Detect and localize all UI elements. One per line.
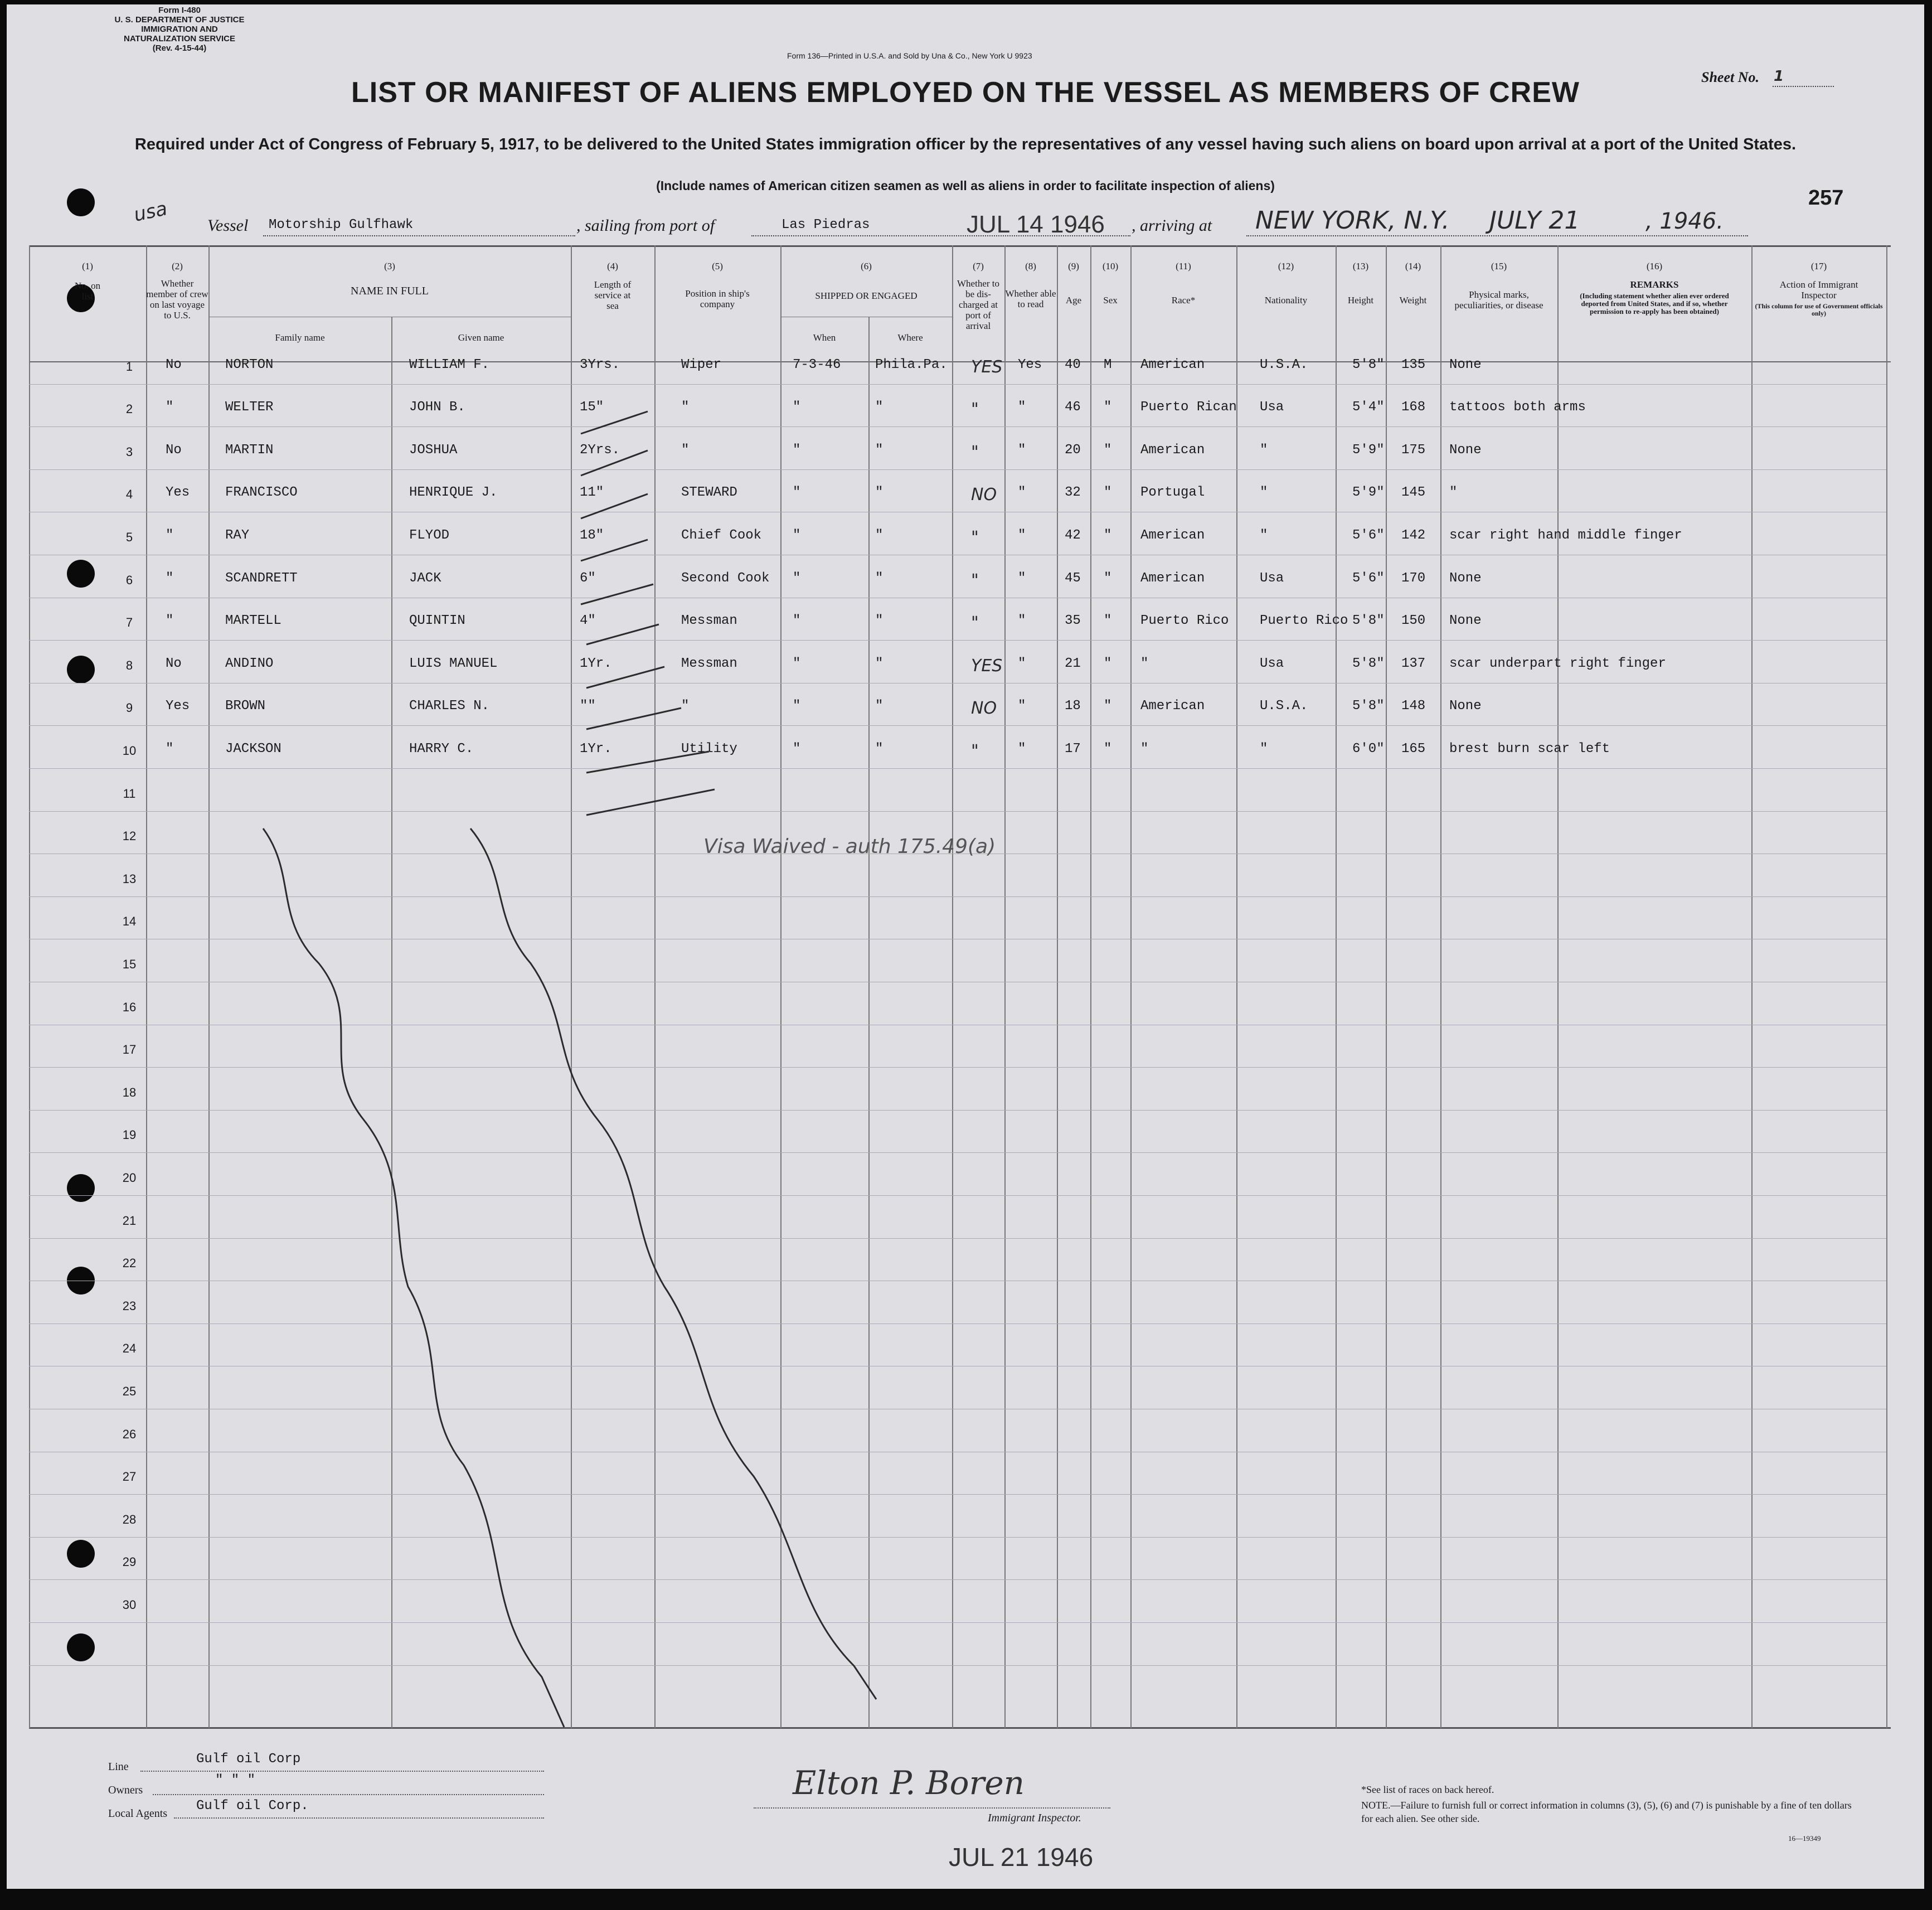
- service-tick: [586, 624, 659, 644]
- cell-given: WILLIAM F.: [409, 357, 490, 372]
- row-number: 25: [122, 1384, 137, 1398]
- cell-nationality: ": [1260, 741, 1268, 757]
- row-number: 5: [125, 530, 133, 544]
- line-label: Line: [108, 1761, 129, 1773]
- cell-age: 20: [1065, 443, 1081, 458]
- row-number: 4: [125, 487, 133, 501]
- col-2-header: (2) Whether member of crew on last voyage to U.S.: [146, 261, 208, 321]
- cell-prev: ": [166, 528, 174, 543]
- cell-age: 40: [1065, 357, 1081, 372]
- cell-discharge: ": [971, 443, 979, 462]
- cell-marks: tattoos both arms: [1449, 400, 1586, 415]
- cell-race: American: [1140, 571, 1205, 586]
- cell-service: 1Yr.: [580, 741, 612, 757]
- cell-nationality: ": [1260, 485, 1268, 500]
- cell-weight: 142: [1401, 528, 1426, 543]
- row-number: 20: [122, 1171, 137, 1185]
- cell-prev: No: [166, 656, 182, 671]
- cell-family: FRANCISCO: [225, 485, 298, 500]
- row-number: 21: [122, 1214, 137, 1228]
- service-tick: [586, 752, 709, 773]
- cell-read: ": [1018, 656, 1026, 671]
- form-code: 16—19349: [1788, 1834, 1821, 1843]
- vessel-label: Vessel: [207, 216, 249, 235]
- cell-family: JACKSON: [225, 741, 281, 757]
- cell-prev: Yes: [166, 485, 190, 500]
- cell-given: JACK: [409, 571, 441, 586]
- row-number: 2: [125, 402, 133, 416]
- sheet-number-label: Sheet No.: [1701, 69, 1759, 85]
- cell-sex: ": [1104, 571, 1112, 586]
- cell-given: JOHN B.: [409, 400, 465, 415]
- col-11-header: (11) Race*: [1171, 261, 1196, 306]
- cell-nationality: Usa: [1260, 656, 1284, 671]
- line-value: Gulf oil Corp: [196, 1752, 301, 1767]
- cell-race: American: [1140, 443, 1205, 458]
- row-number: 16: [122, 1000, 137, 1014]
- cell-age: 35: [1065, 613, 1081, 628]
- cell-sex: ": [1104, 528, 1112, 543]
- cell-when: ": [793, 443, 801, 458]
- col-3-family: Family name: [275, 332, 325, 343]
- cell-weight: 170: [1401, 571, 1426, 586]
- cell-where: ": [875, 741, 884, 757]
- cell-when: ": [793, 400, 801, 415]
- cell-weight: 145: [1401, 485, 1426, 500]
- col-6-when: When: [813, 332, 836, 343]
- cell-height: 5'6": [1352, 528, 1385, 543]
- row-number: 1: [125, 360, 133, 374]
- row-number: 23: [122, 1299, 137, 1313]
- cell-read: ": [1018, 528, 1026, 543]
- col-1-header: (1) No. on list: [74, 261, 101, 302]
- cell-prev: ": [166, 613, 174, 628]
- cell-age: 46: [1065, 400, 1081, 415]
- page-title: LIST OR MANIFEST OF ALIENS EMPLOYED ON THE VESSEL AS MEMBERS OF CREW: [351, 76, 1580, 109]
- cell-where: ": [875, 528, 884, 543]
- usa-annotation: usa: [132, 197, 169, 226]
- visa-waived-note: Visa Waived - auth 175.49(a): [703, 835, 996, 858]
- cell-service: 4": [580, 613, 596, 628]
- cell-weight: 148: [1401, 699, 1426, 714]
- cell-given: QUINTIN: [409, 613, 465, 628]
- cell-family: MARTELL: [225, 613, 281, 628]
- cell-service: 1Yr.: [580, 656, 612, 671]
- cell-service: 3Yrs.: [580, 357, 620, 372]
- row-number: 7: [125, 615, 133, 629]
- cell-service: 11": [580, 485, 604, 500]
- cell-race: Portugal: [1140, 485, 1205, 500]
- cell-height: 5'8": [1352, 613, 1385, 628]
- inspector-label: Immigrant Inspector.: [988, 1812, 1081, 1824]
- cell-when: 7-3-46: [793, 357, 841, 372]
- sailing-label: , sailing from port of: [576, 216, 715, 235]
- cell-weight: 168: [1401, 400, 1426, 415]
- cell-family: MARTIN: [225, 443, 274, 458]
- agents-value: Gulf oil Corp.: [196, 1798, 309, 1814]
- cell-race: ": [1140, 656, 1149, 671]
- cell-discharge: ": [971, 741, 979, 761]
- cell-nationality: U.S.A.: [1260, 357, 1308, 372]
- cell-service: "": [580, 699, 596, 714]
- cell-read: ": [1018, 571, 1026, 586]
- row-number: 30: [122, 1598, 137, 1612]
- row-number: 12: [122, 829, 137, 843]
- cell-nationality: Usa: [1260, 571, 1284, 586]
- cell-weight: 135: [1401, 357, 1426, 372]
- agents-label: Local Agents: [108, 1807, 168, 1820]
- cell-discharge: YES: [971, 656, 1003, 676]
- penalty-note: NOTE.—Failure to furnish full or correct information in columns (3), (5), (6) and (7) is punishable by a fine of ten dollars for each alien. See other side.: [1361, 1800, 1852, 1824]
- cell-when: ": [793, 571, 801, 586]
- row-number: 28: [122, 1513, 137, 1526]
- service-tick: [581, 450, 648, 476]
- cell-race: Puerto Rico: [1140, 613, 1229, 628]
- cell-race: ": [1140, 741, 1149, 757]
- service-tick: [586, 789, 715, 815]
- row-number: 8: [125, 658, 133, 672]
- owners-label: Owners: [108, 1784, 143, 1796]
- cell-family: SCANDRETT: [225, 571, 298, 586]
- cell-read: Yes: [1018, 357, 1042, 372]
- cell-height: 5'4": [1352, 400, 1385, 415]
- cell-sex: M: [1104, 357, 1112, 372]
- revision: (Rev. 4-15-44): [152, 43, 207, 53]
- cell-family: RAY: [225, 528, 250, 543]
- service-tick: [586, 708, 681, 729]
- cell-sex: ": [1104, 485, 1112, 500]
- cell-age: 32: [1065, 485, 1081, 500]
- row-number: 27: [122, 1470, 137, 1484]
- cell-family: WELTER: [225, 400, 274, 415]
- arrival-date: JULY 21: [1489, 206, 1580, 235]
- row-number: 26: [122, 1427, 137, 1441]
- cell-nationality: U.S.A.: [1260, 699, 1308, 714]
- cell-discharge: ": [971, 571, 979, 590]
- act-statement: Required under Act of Congress of February 5, 1917, to be delivered to the United States immigration officer by the representatives of any vessel having such aliens on board upon arrival at a port of the United States.: [134, 135, 1797, 153]
- cell-discharge: NO: [971, 485, 997, 505]
- cell-service: 18": [580, 528, 604, 543]
- row-number: 17: [122, 1043, 137, 1056]
- vessel-name: Motorship Gulfhawk: [269, 217, 414, 232]
- col-4-header: (4) Length of service at sea: [594, 261, 632, 311]
- sheet-number-value: 1: [1774, 68, 1784, 85]
- cell-read: ": [1018, 443, 1026, 458]
- cell-prev: No: [166, 357, 182, 372]
- cell-weight: 165: [1401, 741, 1426, 757]
- cell-nationality: Usa: [1260, 400, 1284, 415]
- cell-position: ": [681, 443, 690, 458]
- cell-height: 6'0": [1352, 741, 1385, 757]
- cell-prev: ": [166, 741, 174, 757]
- cell-sex: ": [1104, 400, 1112, 415]
- row-number: 11: [123, 787, 136, 801]
- cell-marks: brest burn scar left: [1449, 741, 1610, 757]
- cell-marks: scar underpart right finger: [1449, 656, 1666, 671]
- col-7-header: (7) Whether to be dis-charged at port of arrival: [957, 261, 999, 331]
- manifest-sheet: [7, 4, 1924, 1889]
- cell-race: American: [1140, 357, 1205, 372]
- cell-position: Messman: [681, 613, 737, 628]
- col-3-header: (3) NAME IN FULL: [351, 261, 429, 297]
- col-10-header: (10) Sex: [1102, 261, 1119, 306]
- cell-position: Second Cook: [681, 571, 770, 586]
- cell-discharge: ": [971, 613, 979, 633]
- cell-marks: None: [1449, 571, 1482, 586]
- given-strike: [470, 828, 876, 1699]
- cell-position: ": [681, 699, 690, 714]
- cell-height: 5'8": [1352, 656, 1385, 671]
- cell-read: ": [1018, 400, 1026, 415]
- cell-when: ": [793, 485, 801, 500]
- service-tick: [581, 540, 648, 561]
- cell-age: 45: [1065, 571, 1081, 586]
- col-3-given: Given name: [458, 332, 504, 343]
- cell-where: ": [875, 443, 884, 458]
- cell-marks: None: [1449, 443, 1482, 458]
- cell-read: ": [1018, 699, 1026, 714]
- cell-position: Chief Cook: [681, 528, 762, 543]
- col-12-header: (12) Nationality: [1264, 261, 1308, 306]
- cell-age: 42: [1065, 528, 1081, 543]
- cell-discharge: YES: [971, 357, 1003, 377]
- cell-given: LUIS MANUEL: [409, 656, 498, 671]
- service-tick: [586, 667, 664, 688]
- cell-where: ": [875, 571, 884, 586]
- cell-given: JOSHUA: [409, 443, 458, 458]
- cell-marks: ": [1449, 485, 1458, 500]
- page-number: 257: [1808, 186, 1844, 210]
- cell-read: ": [1018, 741, 1026, 757]
- cell-when: ": [793, 741, 801, 757]
- cell-weight: 150: [1401, 613, 1426, 628]
- row-number: 18: [122, 1085, 137, 1099]
- row-number: 19: [122, 1128, 137, 1142]
- printer-line: Form 136—Printed in U.S.A. and Sold by Una & Co., New York U 9923: [787, 51, 1032, 60]
- col-6-where: Where: [897, 332, 923, 343]
- cell-marks: None: [1449, 613, 1482, 628]
- sailing-port: Las Piedras: [781, 217, 870, 232]
- cell-discharge: NO: [971, 699, 997, 718]
- cell-when: ": [793, 656, 801, 671]
- cell-sex: ": [1104, 613, 1112, 628]
- cell-discharge: ": [971, 400, 979, 419]
- cell-prev: ": [166, 571, 174, 586]
- cell-position: ": [681, 400, 690, 415]
- cell-nationality: ": [1260, 528, 1268, 543]
- cell-where: ": [875, 613, 884, 628]
- cell-read: ": [1018, 613, 1026, 628]
- cell-given: CHARLES N.: [409, 699, 490, 714]
- cell-prev: Yes: [166, 699, 190, 714]
- col-13-header: (13) Height: [1347, 261, 1374, 306]
- cell-position: Messman: [681, 656, 737, 671]
- col-9-header: (9) Age: [1065, 261, 1082, 306]
- cell-when: ": [793, 613, 801, 628]
- service-tick: [581, 584, 653, 604]
- service-tick: [581, 494, 648, 518]
- cell-marks: scar right hand middle finger: [1449, 528, 1682, 543]
- cell-nationality: ": [1260, 443, 1268, 458]
- cell-where: ": [875, 656, 884, 671]
- col-14-header: (14) Weight: [1399, 261, 1427, 306]
- arrival-port: NEW YORK, N.Y.: [1255, 206, 1450, 235]
- cell-service: 2Yrs.: [580, 443, 620, 458]
- race-note: *See list of races on back hereof.: [1361, 1784, 1494, 1795]
- row-number: 14: [122, 914, 137, 928]
- cell-given: HENRIQUE J.: [409, 485, 498, 500]
- cell-prev: ": [166, 400, 174, 415]
- cell-height: 5'8": [1352, 357, 1385, 372]
- cell-position: Wiper: [681, 357, 722, 372]
- cell-where: ": [875, 400, 884, 415]
- cell-given: FLYOD: [409, 528, 450, 543]
- row-number: 10: [122, 744, 137, 758]
- cell-weight: 175: [1401, 443, 1426, 458]
- cell-age: 17: [1065, 741, 1081, 757]
- cell-sex: ": [1104, 699, 1112, 714]
- arriving-label: , arriving at: [1132, 216, 1212, 235]
- cell-when: ": [793, 528, 801, 543]
- cell-sex: ": [1104, 656, 1112, 671]
- departure-stamp: JUL 14 1946: [967, 211, 1105, 238]
- cell-given: HARRY C.: [409, 741, 474, 757]
- cell-sex: ": [1104, 741, 1112, 757]
- row-number: 29: [122, 1555, 137, 1569]
- col-16-header: (16) REMARKS (Including statement whether alien ever ordered deported from United States, and if so, whether permission to re-apply has been obtained): [1580, 261, 1729, 316]
- inspector-signature: Elton P. Boren: [793, 1764, 1025, 1802]
- row-number: 9: [125, 701, 133, 715]
- row-number: 13: [122, 872, 137, 886]
- service-tick: [581, 411, 648, 434]
- cell-height: 5'9": [1352, 485, 1385, 500]
- department: U. S. DEPARTMENT OF JUSTICE: [114, 15, 245, 25]
- cell-position: STEWARD: [681, 485, 737, 500]
- service-name: IMMIGRATION AND NATURALIZATION SERVICE: [123, 25, 235, 43]
- cell-where: Phila.Pa.: [875, 357, 948, 372]
- cell-when: ": [793, 699, 801, 714]
- arrival-stamp: JUL 21 1946: [949, 1843, 1094, 1872]
- cell-race: American: [1140, 699, 1205, 714]
- cell-prev: No: [166, 443, 182, 458]
- arrival-year: , 1946.: [1645, 209, 1724, 234]
- form-number: Form I-480: [158, 6, 201, 15]
- cell-race: Puerto Rican: [1140, 400, 1237, 415]
- cell-height: 5'9": [1352, 443, 1385, 458]
- cell-where: ": [875, 485, 884, 500]
- cell-where: ": [875, 699, 884, 714]
- row-number: 3: [125, 445, 133, 459]
- ink-marks: [7, 4, 1924, 1889]
- row-number: 22: [122, 1256, 137, 1270]
- cell-family: BROWN: [225, 699, 266, 714]
- col-8-header: (8) Whether able to read: [1005, 261, 1056, 309]
- cell-family: ANDINO: [225, 656, 274, 671]
- cell-marks: None: [1449, 699, 1482, 714]
- col-5-header: (5) Position in ship's company: [685, 261, 750, 309]
- row-number: 24: [122, 1341, 137, 1355]
- row-number: 15: [122, 957, 137, 971]
- cell-sex: ": [1104, 443, 1112, 458]
- cell-nationality: Puerto Rico: [1260, 613, 1348, 628]
- cell-family: NORTON: [225, 357, 274, 372]
- owners-value: " " ": [215, 1773, 256, 1788]
- cell-age: 18: [1065, 699, 1081, 714]
- cell-service: 6": [580, 571, 596, 586]
- col-17-header: (17) Action of Immigrant Inspector (This column for use of Government officials only): [1755, 261, 1883, 317]
- cell-marks: None: [1449, 357, 1482, 372]
- cell-race: American: [1140, 528, 1205, 543]
- cell-position: Utility: [681, 741, 737, 757]
- family-strike: [263, 828, 564, 1727]
- cell-weight: 137: [1401, 656, 1426, 671]
- cell-service: 15": [580, 400, 604, 415]
- cell-read: ": [1018, 485, 1026, 500]
- col-15-header: (15) Physical marks, peculiarities, or disease: [1454, 261, 1543, 311]
- col-6-header: (6) SHIPPED OR ENGAGED: [815, 261, 918, 301]
- include-note: (Include names of American citizen seamen as well as aliens in order to facilitate inspection of aliens): [656, 178, 1275, 193]
- cell-discharge: ": [971, 528, 979, 547]
- cell-age: 21: [1065, 656, 1081, 671]
- cell-height: 5'6": [1352, 571, 1385, 586]
- cell-height: 5'8": [1352, 699, 1385, 714]
- row-number: 6: [125, 573, 133, 587]
